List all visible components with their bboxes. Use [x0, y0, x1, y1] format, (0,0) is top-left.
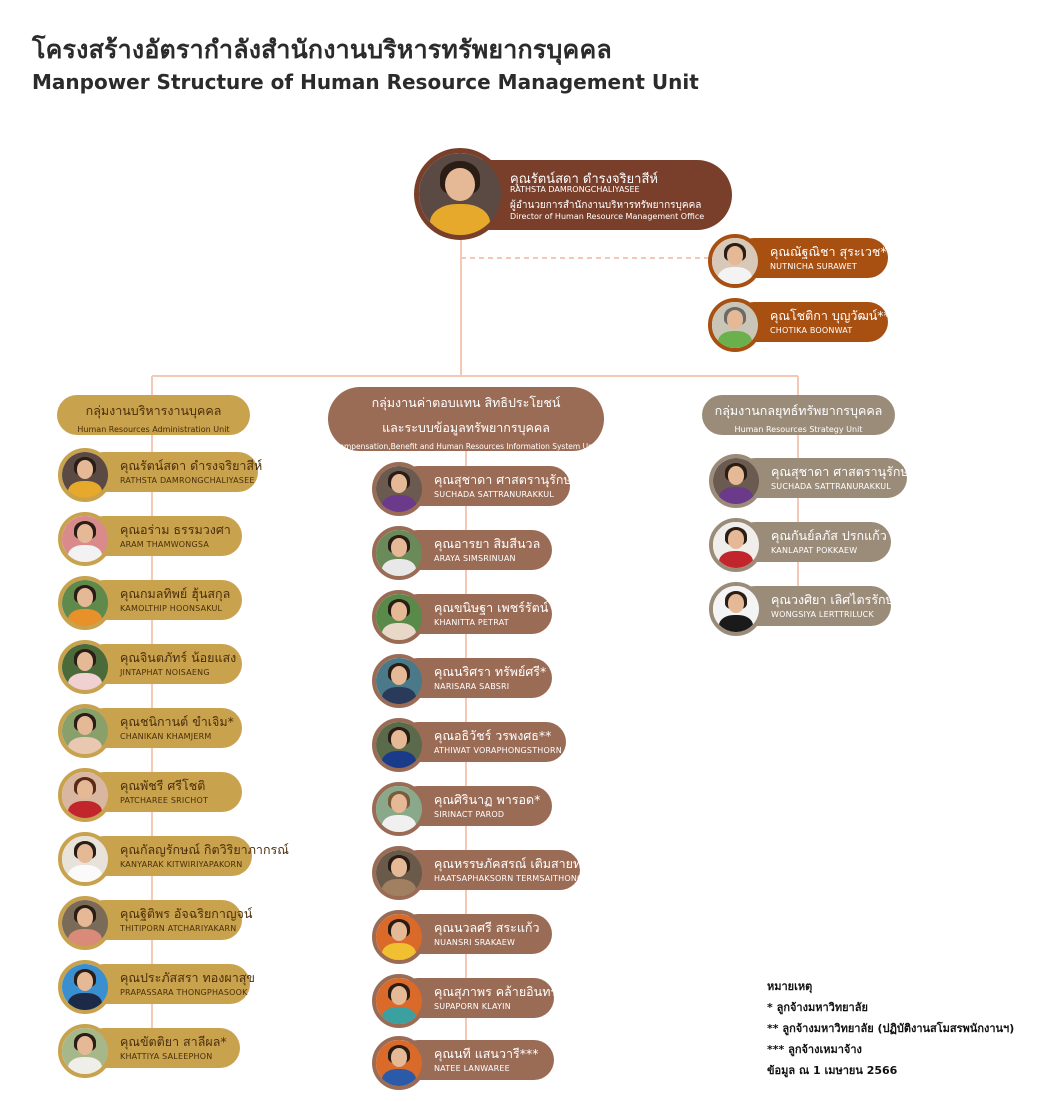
staff-card [58, 768, 242, 816]
staff-name-en: SIRINACT PAROD [434, 810, 505, 819]
group-title-th-line2: และระบบข้อมูลทรัพยากรบุคคล [382, 420, 550, 435]
staff-card [372, 1036, 554, 1084]
staff-name-en: HAATSAPHAKSORN TERMSAITHONG [434, 874, 584, 883]
staff-name-th: คุณสุภาพร คล้ายอินทร์* [434, 984, 564, 999]
staff-name-en: JINTAPHAT NOISAENG [120, 668, 210, 677]
staff-card [58, 576, 242, 624]
director-position-en: Director of Human Resource Management Office [510, 212, 705, 221]
staff-card [372, 654, 552, 702]
staff-card [58, 960, 255, 1008]
legend-notes [767, 976, 1014, 1081]
staff-card [58, 704, 242, 752]
staff-name-th: คุณชนิกานต์ ขำเจิม* [120, 714, 234, 729]
staff-name-th: คุณอารยา สิมสีนวล [434, 536, 541, 551]
group-title-th: กลุ่มงานกลยุทธ์ทรัพยากรบุคคล [714, 403, 883, 418]
group-header-compensation [328, 387, 604, 451]
staff-photo [709, 582, 763, 636]
director-card [414, 148, 732, 240]
staff-name-th: คุณศิรินาฏ พารอด* [434, 792, 541, 807]
staff-photo [372, 718, 426, 772]
staff-name-th: คุณอร่าม ธรรมวงศา [120, 522, 231, 537]
data-date: ข้อมูล ณ 1 เมษายน 2566 [767, 1064, 898, 1077]
note-club-staff: ** ลูกจ้างมหาวิทยาลัย (ปฏิบัติงานสโมสรพนักงานฯ) [767, 1022, 1015, 1035]
staff-name-en: KAMOLTHIP HOONSAKUL [120, 604, 223, 613]
staff-photo [58, 960, 112, 1014]
staff-name-th: คุณฐิติพร อัจฉริยกาญจน์ [120, 906, 253, 921]
staff-photo [372, 782, 426, 836]
staff-name-en: SUPAPORN KLAYIN [434, 1002, 511, 1011]
staff-photo [709, 454, 763, 508]
staff-photo [372, 1036, 426, 1090]
staff-photo [58, 1024, 112, 1078]
staff-name-en: RATHSTA DAMRONGCHALIYASEE [120, 476, 255, 485]
staff-photo [372, 462, 426, 516]
note-university-staff: * ลูกจ้างมหาวิทยาลัย [767, 1001, 868, 1014]
staff-name-th: คุณกมลทิพย์ ฮุ้นสกุล [120, 586, 231, 601]
group-header-admin [57, 395, 250, 435]
staff-name-en: NARISARA SABSRI [434, 682, 510, 691]
staff-name-en: CHANIKAN KHAMJERM [120, 732, 212, 741]
staff-card [58, 832, 289, 880]
staff-name-th: คุณสุชาดา ศาสตรานุรักษ์กุล [771, 464, 924, 479]
staff-photo [709, 518, 763, 572]
staff-photo [58, 896, 112, 950]
staff-name-en: KHANITTA PETRAT [434, 618, 509, 627]
staff-card [709, 518, 891, 566]
staff-photo [372, 590, 426, 644]
staff-photo [58, 448, 112, 502]
staff-photo [58, 768, 112, 822]
director-name-th: คุณรัตน์สดา ดำรงจริยาสีห์ [510, 172, 658, 187]
assistant-name-th: คุณโชติกา บุญวัฒน์*** [770, 308, 897, 323]
staff-photo [372, 654, 426, 708]
assistant-photo [708, 298, 762, 352]
staff-name-en: KANYARAK KITWIRIYAPAKORN [120, 860, 243, 869]
group-title-en: Human Resources Strategy Unit [734, 425, 863, 434]
note-contract-staff: *** ลูกจ้างเหมาจ้าง [767, 1043, 862, 1056]
staff-card [58, 448, 263, 496]
staff-name-th: คุณนวลศรี สระแก้ว [434, 920, 540, 935]
group-title-th: กลุ่มงานบริหารงานบุคคล [85, 403, 222, 418]
staff-card [372, 590, 552, 638]
staff-name-en: WONGSIYA LERTTRILUCK [771, 610, 874, 619]
staff-photo [58, 576, 112, 630]
staff-card [372, 974, 564, 1022]
director-name-en: RATHSTA DAMRONGCHALIYASEE [510, 185, 640, 194]
staff-name-en: ARAYA SIMSRINUAN [434, 554, 516, 563]
staff-name-th: คุณสุชาดา ศาสตรานุรักษ์กุล [434, 472, 587, 487]
group-header-strategy [702, 395, 895, 435]
staff-name-th: คุณวงศิยา เลิศไตรรักษ์ [771, 592, 894, 607]
group-title-en: Human Resources Administration Unit [77, 425, 230, 434]
group-title-en: Compensation,Benefit and Human Resources Information System Unit [334, 442, 598, 451]
staff-card [58, 896, 253, 944]
assistant-card [708, 298, 897, 346]
staff-card [709, 582, 894, 630]
director-photo [414, 148, 506, 240]
notes-title: หมายเหตุ [767, 980, 813, 993]
staff-name-th: คุณนริศรา ทรัพย์ศรี* [434, 664, 547, 679]
staff-photo [58, 512, 112, 566]
staff-name-en: ATHIWAT VORAPHONGSTHORN [434, 746, 562, 755]
staff-photo [58, 832, 112, 886]
staff-photo [372, 974, 426, 1028]
staff-name-th: คุณประภัสสรา ทองผาสุข [120, 970, 255, 985]
assistant-name-en: NUTNICHA SURAWET [770, 262, 857, 271]
staff-card [58, 512, 242, 560]
staff-card [709, 454, 924, 502]
staff-name-th: คุณรัตน์สดา ดำรงจริยาสีห์ [120, 458, 263, 473]
group-title-th: กลุ่มงานค่าตอบแทน สิทธิประโยชน์ [371, 395, 561, 410]
assistant-card [708, 234, 888, 282]
staff-name-en: NUANSRI SRAKAEW [434, 938, 516, 947]
assistant-name-th: คุณณัฐณิชา สุระเวช* [770, 244, 887, 259]
staff-name-en: SUCHADA SATTRANURAKKUL [434, 490, 554, 499]
staff-card [372, 782, 552, 830]
staff-name-th: คุณขัตติยา สาลีผล* [120, 1034, 227, 1049]
staff-name-th: คุณอธิวัชร์ วรพงศธ** [434, 728, 552, 743]
staff-card [58, 640, 242, 688]
staff-card [372, 526, 552, 574]
staff-name-en: ARAM THAMWONGSA [120, 540, 209, 549]
director-position-th: ผู้อำนวยการสำนักงานบริหารทรัพยากรบุคคล [510, 200, 702, 211]
staff-name-en: KHATTIYA SALEEPHON [120, 1052, 213, 1061]
staff-photo [372, 910, 426, 964]
staff-card [372, 910, 552, 958]
staff-card [58, 1024, 240, 1072]
assistant-name-en: CHOTIKA BOONWAT [770, 326, 853, 335]
staff-name-th: คุณหรรษภัคสรณ์ เติมสายทอง [434, 856, 595, 871]
staff-photo [372, 846, 426, 900]
staff-card [372, 846, 595, 894]
staff-name-en: THITIPORN ATCHARIYAKARN [120, 924, 237, 933]
staff-card [372, 462, 587, 510]
staff-name-th: คุณจินตภัทร์ น้อยแสง [120, 650, 237, 665]
page-title: โครงสร้างอัตรากำลังสำนักงานบริหารทรัพยากรบุคคล [32, 35, 612, 64]
staff-name-th: คุณขนิษฐา เพชร์รัตน์ [434, 600, 549, 615]
staff-name-en: PRAPASSARA THONGPHASOOK [120, 988, 248, 997]
staff-photo [58, 704, 112, 758]
staff-name-en: KANLAPAT POKKAEW [771, 546, 858, 555]
assistant-photo [708, 234, 762, 288]
staff-name-en: PATCHAREE SRICHOT [120, 796, 209, 805]
staff-name-th: คุณกัลญรักษณ์ กิตวิริยาภากรณ์ [120, 842, 289, 857]
page-subtitle: Manpower Structure of Human Resource Management Unit [32, 70, 699, 94]
staff-name-th: คุณกันย์ลภัส ปรกแก้ว [771, 528, 887, 543]
staff-name-th: คุณพัชรี ศรีโชติ [120, 778, 206, 793]
staff-photo [372, 526, 426, 580]
staff-name-en: SUCHADA SATTRANURAKKUL [771, 482, 891, 491]
staff-name-th: คุณนที แสนวารี*** [434, 1046, 539, 1061]
staff-name-en: NATEE LANWAREE [434, 1064, 510, 1073]
staff-photo [58, 640, 112, 694]
staff-card [372, 718, 566, 766]
